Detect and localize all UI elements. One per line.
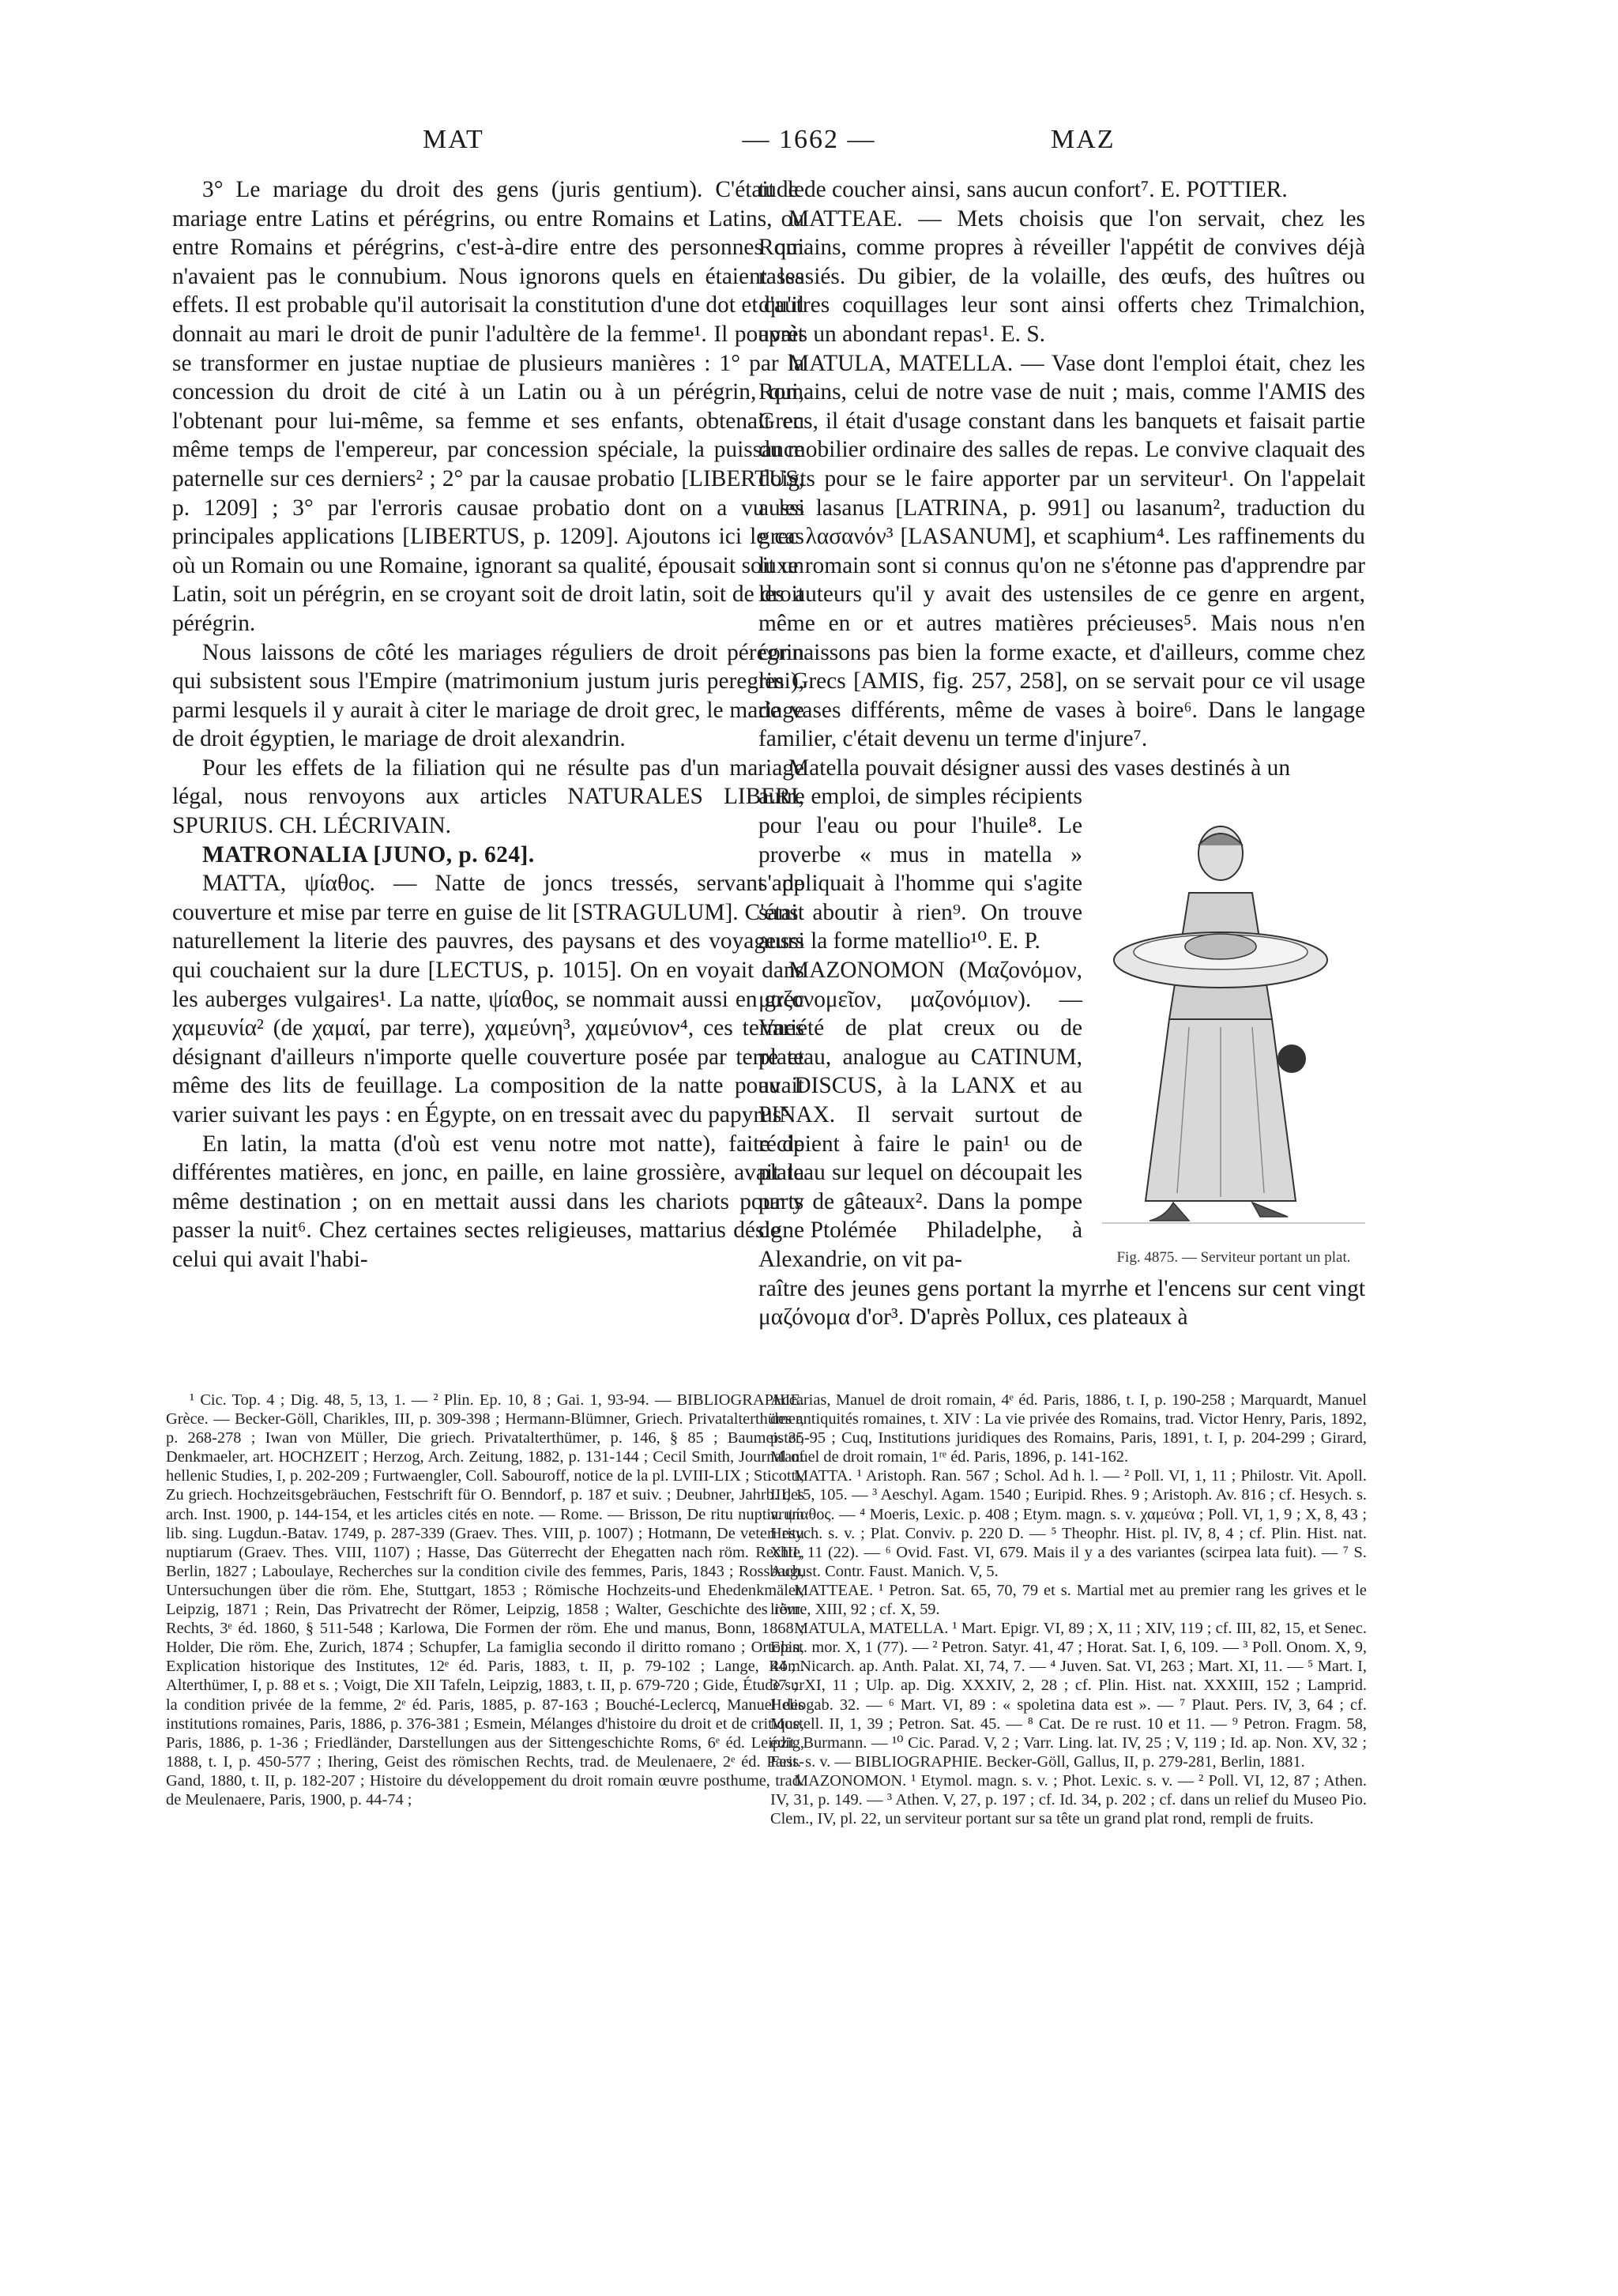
paragraph: raître des jeunes gens portant la myrrhe et l'encens sur cent vingt μαζόνομα d'or³. D'après Pollux, ces plateaux à xyxy=(758,1275,1365,1331)
footnote-matteae: MATTEAE. ¹ Petron. Sat. 65, 70, 79 et s. Martial met au premier rang les grives et le lièvre, XIII, 92 ; cf. X, 59. xyxy=(770,1581,1367,1619)
header-right: MAZ xyxy=(1051,125,1116,154)
paragraph: Matella pouvait désigner aussi des vases destinés à un xyxy=(788,755,1291,781)
paragraph: En latin, la matta (d'où est venu notre mot natte), faite de différentes matières, en jonc, en paille, en laine grossière, avait la même destination ; on en mettait aussi dans les chariots pour y passer la nuit⁶. Chez certaines sectes religieuses, mattarius désigne celui qui avait l'habi- xyxy=(172,1131,804,1272)
running-header xyxy=(0,125,1618,164)
paragraph: Nous laissons de côté les mariages réguliers de droit pérégrin qui subsistent sous l'Empire (matrimonium justum juris peregrini), parmi lesquels il y aurait à citer le mariage de droit grec, le mariage de droit égyptien, le mariage de droit alexandrin. xyxy=(172,639,804,752)
footnotes-left xyxy=(166,1391,804,1809)
footnote-matula: MATULA, MATELLA. ¹ Mart. Epigr. VI, 89 ; X, 11 ; XIV, 119 ; cf. III, 82, 15, et Senec. Epist. mor. X, 1 (77). — ² Petron. Satyr. 41, 47 ; Horat. Sat. I, 6, 109. — ³ Poll. Onom. X, 9, 44 ; Nicarch. ap. Anth. Palat. XI, 74, 7. — ⁴ Juven. Sat. VI, 263 ; Mart. XI, 11. — ⁵ Mart. I, 37 ; XI, 11 ; Ulp. ap. Dig. XXXIV, 2, 28 ; cf. Plin. Hist. nat. XXXIII, 152 ; Lamprid. Heliogab. 32. — ⁶ Mart. VI, 89 : « spoletina data est ». — ⁷ Plaut. Pers. IV, 3, 64 ; cf. Mostell. II, 1, 39 ; Petron. Sat. 45. — ⁸ Cat. De re rust. 10 et 11. — ⁹ Petron. Fragm. 58, édit. Burmann. — ¹⁰ Cic. Parad. V, 2 ; Varr. Ling. lat. IV, 25 ; V, 119 ; Id. ap. Non. XV, 32 ; Fest. s. v. — BIBLIOGRAPHIE. Becker-Göll, Gallus, II, p. 279-281, Berlin, 1881. xyxy=(770,1620,1367,1771)
entry-matta: MATTA, ψίαθος. — Natte de joncs tressés, servant de couverture et mise par terre en guise de lit [STRAGULUM]. C'était naturellement la literie des pauvres, des paysans et des voyageurs qui couchaient sur la dure [LECTUS, p. 1015]. On en voyait dans les auberges vulgaires¹. La natte, ψίαθος, se nommait aussi en grec χαμευνία² (de χαμαί, par terre), χαμεύνη³, χαμεύνιον⁴, ces termes désignant d'ailleurs n'importe quelle couverture posée par terre et même des lits de feuillage. La composition de la natte pouvait varier suivant les pays : en Égypte, on en tressait avec du papyrus⁵. xyxy=(172,871,804,1127)
entry-matula: MATULA, MATELLA. — Vase dont l'emploi était, chez les Romains, celui de notre vase de nuit ; mais, comme l'AMIS des Grecs, il était d'usage constant dans les banquets et faisait partie du mobilier ordinaire des salles de repas. Le convive claquait des doigts pour se le faire apporter par un serviteur¹. On l'appelait aussi lasanus [LATRINA, p. 991] ou lasanum², traduction du grec λασανόν³ [LASANUM], et scaphium⁴. Les raffinements du luxe romain sont si connus qu'on ne s'étonne pas d'apprendre par les auteurs qu'il y avait des ustensiles de ce genre en argent, même en or et autres matières précieuses⁵. Mais nous n'en connaissons pas bien la forme exacte, et d'ailleurs, comme chez les Grecs [AMIS, fig. 257, 258], on se servait pour ce vil usage de vases différents, même de vases à boire⁶. Dans le langage familier, c'était devenu un terme d'injure⁷. xyxy=(758,350,1365,752)
figure-servant xyxy=(1102,822,1365,1296)
figure-caption: Fig. 4875. — Serviteur portant un plat. xyxy=(1116,1249,1351,1266)
footnote-mazonomon: MAZONOMON. ¹ Etymol. magn. s. v. ; Phot. Lexic. s. v. — ² Poll. VI, 12, 87 ; Athen. IV, 31, p. 149. — ³ Athen. V, 27, p. 197 ; cf. Id. 34, p. 202 ; cf. dans un relief du Museo Pio. Clem., IV, pl. 22, un serviteur portant sur sa tête un grand plat rond, rempli de fruits. xyxy=(770,1771,1367,1828)
header-left: MAT xyxy=(423,125,484,154)
servant-illustration xyxy=(1102,822,1365,1240)
paragraph: tude de coucher ainsi, sans aucun confort⁷. E. POTTIER. xyxy=(758,177,1288,202)
footnote-matta: MATTA. ¹ Aristoph. Ran. 567 ; Schol. Ad h. l. — ² Poll. VI, 1, 11 ; Philostr. Vit. Apoll. III, 15, 105. — ³ Aeschyl. Agam. 1540 ; Euripid. Rhes. 9 ; Aristoph. Av. 816 ; cf. Hesych. s. v. ψίαθος. — ⁴ Moeris, Lexic. p. 408 ; Etym. magn. s. v. χαμεύνα ; Poll. VI, 1, 9 ; X, 8, 43 ; Hesych. s. v. ; Plat. Conviv. p. 220 D. — ⁵ Theophr. Hist. pl. IV, 8, 4 ; cf. Plin. Hist. nat. XIII, 11 (22). — ⁶ Ovid. Fast. VI, 679. Mais il y a des variantes (scirpea lata fuit). — ⁷ S. August. Contr. Faust. Manich. V, 5. xyxy=(770,1467,1367,1580)
entry-matronalia: MATRONALIA [JUNO, p. 624]. xyxy=(202,841,535,868)
paragraph: 3° Le mariage du droit des gens (juris gentium). C'était le mariage entre Latins et pérégrins, ou entre Romains et Latins, ou entre Romains et pérégrins, c'est-à-dire entre des personnes qui n'avaient pas le connubium. Nous ignorons quels en étaient les effets. Il est probable qu'il autorisait la constitution d'une dot et qu'il donnait au mari le droit de punir l'adultère de la femme¹. Il pouvait se transformer en justae nuptiae de plusieurs manières : 1° par la concession du droit de cité à un Latin ou à un pérégrin, qui, l'obtenant pour lui-même, sa femme et ses enfants, obtenait en même temps de l'empereur, par concession spéciale, la puissance paternelle sur ces derniers² ; 2° par la causae probatio [LIBERTUS, p. 1209] ; 3° par l'erroris causae probatio dont on a vu les principales applications [LIBERTUS, p. 1209]. Ajoutons ici le cas où un Romain ou une Romaine, ignorant sa qualité, épousait soit un Latin, soit un pérégrin, en se croyant soit de droit latin, soit de droit pérégrin. xyxy=(172,177,804,636)
header-page-number: — 1662 — xyxy=(742,125,876,154)
entry-mazonomon: MAZONOMON (Μαζονόμον, μαζονομεῖον, μαζονόμιον). — Variété de plat creux ou de plateau, analogue au CATINUM, au DISCUS, à la LANX et au PINAX. Il servait surtout de récipient à faire le pain¹ ou de plateau sur lequel on découpait les parts de gâteaux². Dans la pompe de Ptolémée Philadelphe, à Alexandrie, on vit pa- xyxy=(758,958,1082,1272)
footnotes-right xyxy=(770,1391,1367,1828)
footnote-text: ¹ Cic. Top. 4 ; Dig. 48, 5, 13, 1. — ² Plin. Ep. 10, 8 ; Gai. 1, 93-94. — BIBLIOGRAPHIE. Grèce. — Becker-Göll, Charikles, III, p. 309-398 ; Hermann-Blümner, Griech. Privatalterthümer, p. 268-278 ; Iwan von Müller, Die griech. Privatalterthümer, p. 146, § 85 ; Baumeister, Denkmaeler, art. HOCHZEIT ; Herzog, Arch. Zeitung, 1882, p. 131-144 ; Cecil Smith, Journal of hellenic Studies, I, p. 202-209 ; Furtwaengler, Coll. Sabouroff, notice de la pl. LVIII-LIX ; Sticotti, Zu griech. Hochzeitsgebräuchen, Festschrift für O. Benndorf, p. 187 et suiv. ; Deubner, Jahrb. des arch. Inst. 1900, p. 144-154, et les articles cités en note. — Rome. — Brisson, De ritu nuptiarum lib. sing. Lugdun.-Batav. 1749, p. 287-339 (Graev. Thes. VIII, p. 1007) ; Hotmann, De veteri ritu nuptiarum (Graev. Thes. VIII, 1107) ; Hasse, Das Güterrecht der Ehegatten nach röm. Rechte, Berlin, 1827 ; Laboulaye, Recherches sur la condition civile des femmes, Paris, 1843 ; Rossbach, Untersuchungen über die röm. Ehe, Stuttgart, 1853 ; Römische Hochzeits-und Ehedenkmäler, Leipzig, 1871 ; Rein, Das Privatrecht der Römer, Leipzig, 1858 ; Walter, Geschichte des röm. Rechts, 3ᵉ éd. 1860, § 511-548 ; Karlowa, Die Formen der röm. Ehe und manus, Bonn, 1868 ; Holder, Die röm. Ehe, Zurich, 1874 ; Schupfer, La famiglia secondo il diritto romano ; Ortolan, Explication historique des Institutes, 12ᵉ éd. Paris, 1883, t. II, p. 79-102 ; Lange, Röm. Alterthümer, I, p. 88 et s. ; Voigt, Die XII Tafeln, Leipzig, 1883, t. II, p. 679-720 ; Gide, Étude sur la condition privée de la femme, 2ᵉ éd. Paris, 1885, p. 87-163 ; Bouché-Leclercq, Manuel des institutions romaines, Paris, 1886, p. 376-381 ; Esmein, Mélanges d'histoire du droit et de critique, Paris, 1886, p. 1-36 ; Friedländer, Darstellungen aus der Sittengeschichte Roms, 6ᵉ éd. Leipzig, 1888, t. I, p. 450-577 ; Ihering, Geist des römischen Rechts, trad. de Meulenaere, 2ᵉ éd. Paris-Gand, 1880, t. II, p. 182-207 ; Histoire du développement du droit romain œuvre posthume, trad. de Meulenaere, Paris, 1900, p. 44-74 ; xyxy=(166,1391,804,1809)
left-column xyxy=(172,175,804,1274)
paragraph: Pour les effets de la filiation qui ne résulte pas d'un mariage légal, nous renvoyons aux articles NATURALES LIBERI, SPURIUS. CH. LÉCRIVAIN. xyxy=(172,755,804,839)
paragraph-wrapped: autre emploi, de simples récipients pour l'eau ou pour l'huile⁸. Le proverbe « mus in matella » s'appliquait à l'homme qui s'agite sans aboutir à rien⁹. On trouve aussi la forme matellio¹⁰. E. P. xyxy=(758,784,1082,954)
footnote-text: Accarias, Manuel de droit romain, 4ᵉ éd. Paris, 1886, t. I, p. 190-258 ; Marquardt, Manuel des antiquités romaines, t. XIV : La vie privée des Romains, trad. Victor Henry, Paris, 1892, p. 35-95 ; Cuq, Institutions juridiques des Romains, Paris, 1891, t. I, p. 204-299 ; Girard, Manuel de droit romain, 1ʳᵉ éd. Paris, 1896, p. 141-162. xyxy=(770,1391,1367,1466)
entry-matteae: MATTEAE. — Mets choisis que l'on servait, chez les Romains, comme propres à réveiller l'appétit de convives déjà rassasiés. Du gibier, de la volaille, des œufs, des huîtres ou d'autres coquillages leur sont ainsi offerts chez Trimalchion, après un abondant repas¹. E. S. xyxy=(758,205,1365,347)
